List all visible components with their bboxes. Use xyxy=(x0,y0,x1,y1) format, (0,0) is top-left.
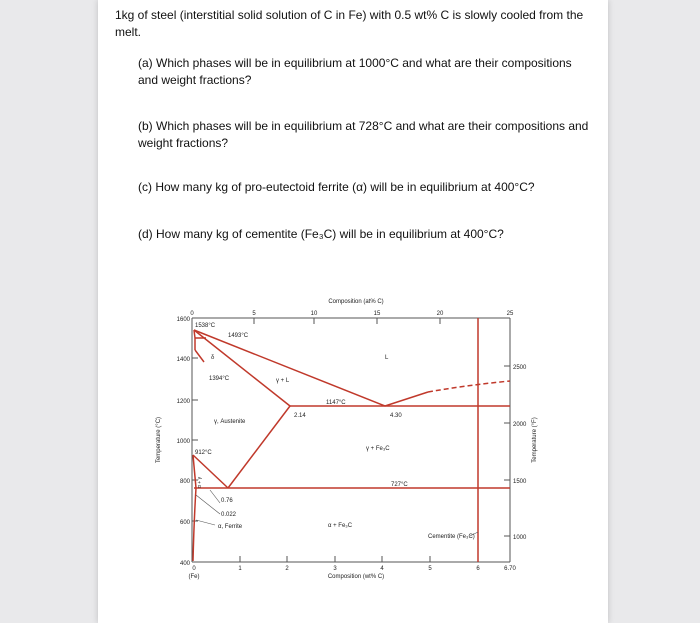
label-1147: 1147°C xyxy=(326,400,346,406)
label-ferrite: α, Ferrite xyxy=(218,524,243,530)
right-axis-title: Temperature (°F) xyxy=(532,417,538,463)
liquidus-right-line xyxy=(385,392,428,406)
label-1493: 1493°C xyxy=(228,333,249,339)
worksheet xyxy=(98,0,608,623)
label-1394: 1394°C xyxy=(209,376,230,382)
label-alpha-gamma: α + γ xyxy=(197,476,203,488)
label-214: 2.14 xyxy=(294,413,306,419)
left-tick-label: 1200 xyxy=(176,399,190,405)
bottom-axis-title: Composition (wt% C) xyxy=(327,574,385,580)
left-axis-title: Temperature (°C) xyxy=(156,416,162,464)
problem-intro: 1kg of steel (interstitial solid solution of C in Fe) with 0.5 wt% C is slowly cooled from the melt. xyxy=(115,8,584,39)
right-tick-label: 1500 xyxy=(513,479,527,485)
top-tick-label: 5 xyxy=(252,311,256,317)
top-tick-label: 10 xyxy=(310,311,318,317)
label-delta: δ xyxy=(211,355,215,361)
liquidus-left-line xyxy=(194,330,385,406)
top-tick-label: 20 xyxy=(436,311,444,317)
label-liquid: L xyxy=(385,355,389,361)
bottom-tick-label: 2 xyxy=(285,566,289,572)
bottom-tick-label: 5 xyxy=(428,566,432,572)
liquidus-dashed-line xyxy=(428,381,510,392)
bottom-tick-label: 6 xyxy=(476,566,480,572)
label-430: 4.30 xyxy=(390,413,402,419)
top-tick-label: 15 xyxy=(373,311,381,317)
leader-ferrite xyxy=(196,520,215,525)
label-076: 0.76 xyxy=(221,498,233,504)
label-727: 727°C xyxy=(391,482,408,488)
fe-fe3c-phase-diagram xyxy=(98,0,608,623)
bottom-tick-label: 6.70 xyxy=(504,566,516,572)
leader-076 xyxy=(210,490,220,503)
left-tick-label: 1400 xyxy=(176,357,190,363)
bottom-tick-label: 0 xyxy=(192,566,196,572)
right-tick-label: 2000 xyxy=(513,422,527,428)
left-tick-label: 600 xyxy=(179,520,190,526)
left-tick-label: 800 xyxy=(179,479,190,485)
right-tick-label: 1000 xyxy=(513,535,527,541)
solidus-line xyxy=(194,330,290,406)
bottom-tick-label: 1 xyxy=(238,566,242,572)
top-tick-label: 25 xyxy=(506,311,514,317)
alpha-gamma-line xyxy=(193,455,196,488)
label-austenite: γ, Austenite xyxy=(214,419,246,425)
label-1538: 1538°C xyxy=(195,323,216,329)
gamma-delta-line xyxy=(195,350,204,362)
left-tick-label: 1000 xyxy=(176,439,190,445)
label-gamma-l: γ + L xyxy=(276,378,290,384)
label-912: 912°C xyxy=(195,450,212,456)
bottom-tick-label: 4 xyxy=(380,566,384,572)
ferrite-solvus-line xyxy=(193,488,196,561)
top-tick-label: 0 xyxy=(190,311,194,317)
bottom-tick-label: 3 xyxy=(333,566,337,572)
label-gamma-fe3c: γ + Fe₃C xyxy=(366,446,390,452)
label-cementite: Cementite (Fe₃C) xyxy=(428,534,475,540)
bottom-origin-sub: (Fe) xyxy=(188,574,200,580)
right-tick-label: 2500 xyxy=(513,365,527,371)
top-axis-title: Composition (at% C) xyxy=(328,299,384,305)
question-c: (c) How many kg of pro-eutectoid ferrite (α) will be in equilibrium at 400°C? xyxy=(138,180,535,194)
question-b: (b) Which phases will be in equilibrium at 728°C and what are their compositions and weight fractions? xyxy=(138,119,589,150)
question-d: (d) How many kg of cementite (Fe₃C) will be in equilibrium at 400°C? xyxy=(138,227,504,241)
label-0022: 0.022 xyxy=(221,512,237,518)
left-tick-label: 400 xyxy=(179,561,190,567)
question-a: (a) Which phases will be in equilibrium at 1000°C and what are their compositions and weight fractions? xyxy=(138,56,572,87)
left-tick-label: 1600 xyxy=(176,317,190,323)
label-alpha-fe3c: α + Fe₃C xyxy=(328,523,353,529)
delta-boundary-line xyxy=(194,330,195,338)
